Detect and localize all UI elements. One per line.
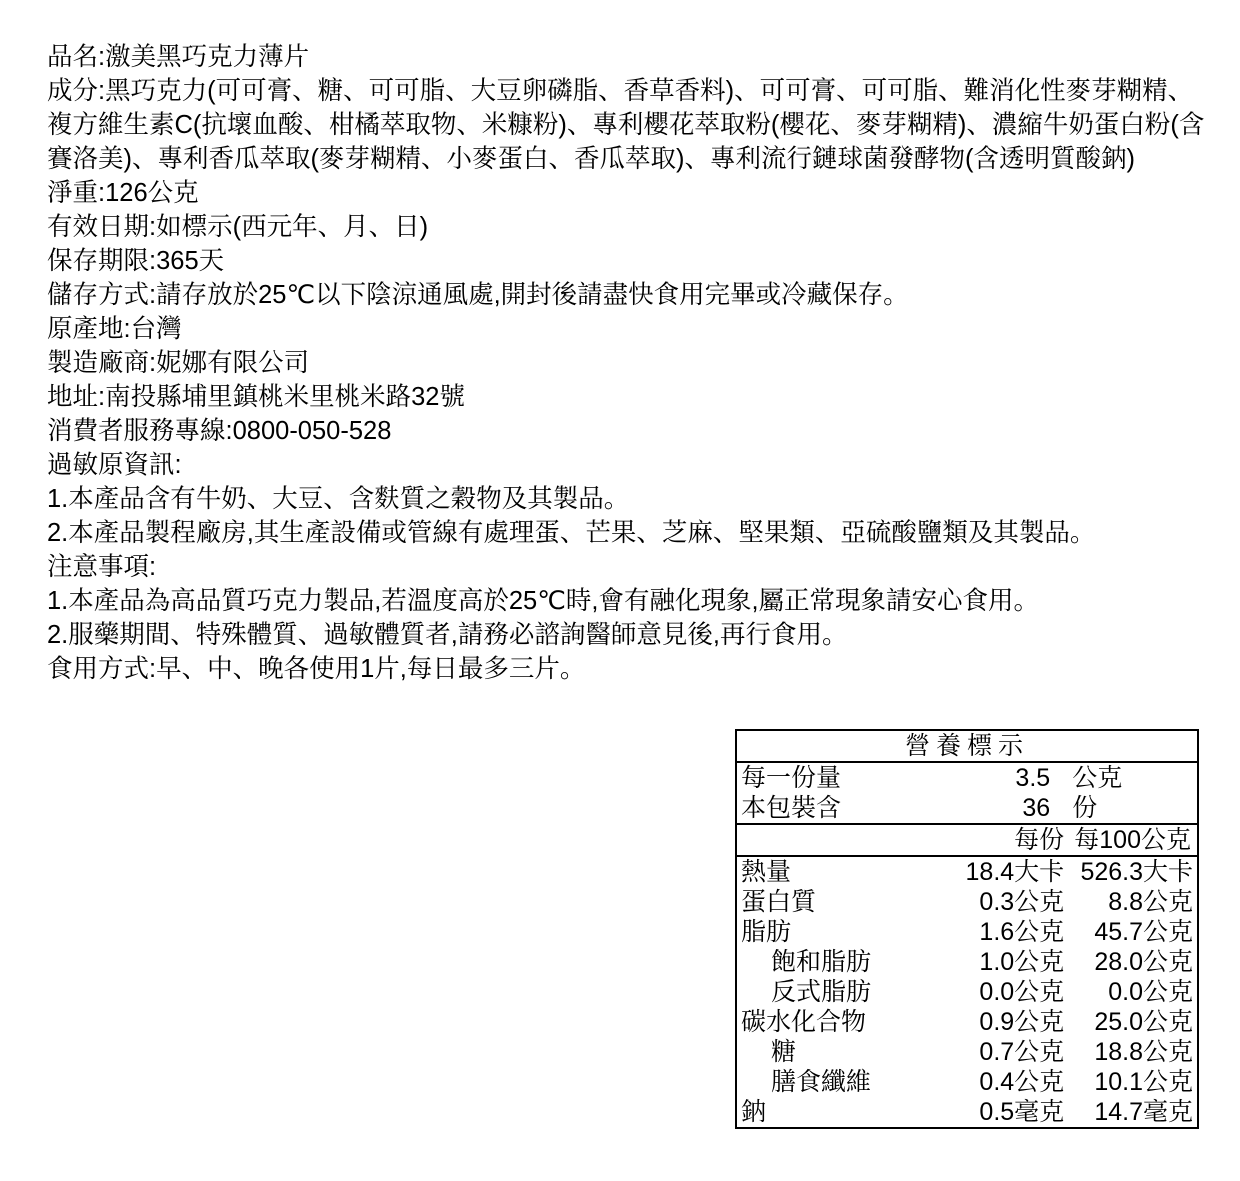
nutrient-name: 反式脂肪	[771, 978, 872, 1006]
nutrient-per-100g: 8.8公克	[1108, 888, 1193, 916]
nutrient-per-100g: 45.7公克	[1094, 918, 1193, 946]
nutrient-per-100g: 0.0公克	[1108, 978, 1193, 1006]
notice-item-2: 2.服藥期間、特殊體質、過敏體質者,請務必諮詢醫師意見後,再行食用。	[47, 621, 848, 649]
nutrient-per-serving: 1.0公克	[979, 948, 1065, 976]
nutrient-per-serving: 0.3公克	[979, 888, 1065, 916]
nutrient-per-serving: 0.4公克	[979, 1068, 1065, 1096]
nutrient-per-serving: 18.4大卡	[965, 858, 1065, 886]
nutrient-per-serving: 0.0公克	[979, 978, 1065, 1006]
usage-line: 食用方式:早、中、晚各使用1片,每日最多三片。	[47, 655, 586, 683]
nutrition-row	[737, 1037, 1197, 1067]
nutrient-name: 糖	[771, 1038, 797, 1066]
net-weight-line: 淨重:126公克	[47, 179, 199, 207]
serving-size-label: 每一份量	[741, 764, 842, 792]
storage-line: 儲存方式:請存放於25℃以下陰涼通風處,開封後請盡快食用完畢或冷藏保存。	[47, 281, 909, 309]
nutrient-per-100g: 10.1公克	[1094, 1068, 1193, 1096]
nutrition-row	[737, 887, 1197, 917]
nutrient-name: 碳水化合物	[741, 1008, 867, 1036]
nutrition-header-row	[737, 824, 1197, 856]
nutrition-row	[737, 1007, 1197, 1037]
nutrition-row	[737, 947, 1197, 977]
origin-line: 原產地:台灣	[47, 315, 182, 343]
servings-unit: 份	[1072, 794, 1098, 822]
nutrition-row	[737, 1067, 1197, 1097]
nutrient-name: 熱量	[741, 858, 792, 886]
nutrient-per-serving: 1.6公克	[979, 918, 1065, 946]
nutrition-title-row	[737, 731, 1197, 762]
nutrition-header-blank	[737, 824, 939, 856]
address-line: 地址:南投縣埔里鎮桃米里桃米路32號	[47, 383, 465, 411]
nutrient-name: 鈉	[741, 1098, 767, 1126]
serving-size-row	[737, 762, 1197, 793]
nutrient-per-serving: 0.7公克	[979, 1038, 1065, 1066]
serving-size-value: 3.5	[1015, 764, 1051, 792]
service-phone-line: 消費者服務專線:0800-050-528	[47, 417, 392, 445]
nutrient-name: 飽和脂肪	[771, 948, 872, 976]
nutrient-per-serving: 0.5毫克	[979, 1098, 1065, 1126]
nutrient-per-serving: 0.9公克	[979, 1008, 1065, 1036]
nutrition-row	[737, 977, 1197, 1007]
serving-size-unit: 公克	[1072, 764, 1123, 792]
nutrition-header-per-serving: 每份	[939, 824, 1068, 856]
manufacturer-line: 製造廠商:妮娜有限公司	[47, 349, 310, 377]
nutrition-title: 營養標示	[737, 731, 1197, 762]
nutrition-row	[737, 917, 1197, 947]
allergen-item-1: 1.本產品含有牛奶、大豆、含麩質之穀物及其製品。	[47, 485, 630, 513]
servings-label: 本包裝含	[741, 794, 842, 822]
allergen-title: 過敏原資訊:	[47, 451, 182, 479]
nutrient-name: 膳食纖維	[771, 1068, 872, 1096]
nutrition-row	[737, 1097, 1197, 1127]
nutrition-facts-table	[735, 729, 1199, 1129]
nutrition-header-per-100g: 每100公克	[1068, 824, 1197, 856]
product-label-text	[47, 40, 1207, 686]
allergen-item-2: 2.本產品製程廠房,其生產設備或管線有處理蛋、芒果、芝麻、堅果類、亞硫酸鹽類及其製品。	[47, 519, 1096, 547]
nutrient-per-100g: 18.8公克	[1094, 1038, 1193, 1066]
product-name-line: 品名:激美黑巧克力薄片	[47, 43, 310, 71]
nutrient-name: 蛋白質	[741, 888, 817, 916]
ingredients-line: 成分:黑巧克力(可可膏、糖、可可脂、大豆卵磷脂、香草香料)、可可膏、可可脂、難消化性麥芽糊精、複方維生素C(抗壞血酸、柑橘萃取物、米糠粉)、專利櫻花萃取粉(櫻花、麥芽糊精)、濃縮牛奶蛋白粉(含賽洛美)、專利香瓜萃取(麥芽糊精、小麥蛋白、香瓜萃取)、專利流行鏈球菌發酵物(含透明質酸鈉)	[47, 77, 1205, 173]
nutrition-row	[737, 856, 1197, 887]
nutrient-per-100g: 25.0公克	[1094, 1008, 1193, 1036]
servings-per-pack-row	[737, 793, 1197, 824]
nutrient-per-100g: 526.3大卡	[1080, 858, 1193, 886]
nutrient-per-100g: 28.0公克	[1094, 948, 1193, 976]
nutrition-rows	[737, 856, 1197, 1127]
servings-value: 36	[1022, 794, 1051, 822]
notice-item-1: 1.本產品為高品質巧克力製品,若溫度高於25℃時,會有融化現象,屬正常現象請安心食用。	[47, 587, 1040, 615]
nutrient-name: 脂肪	[741, 918, 792, 946]
nutrient-per-100g: 14.7毫克	[1094, 1098, 1193, 1126]
notice-title: 注意事項:	[47, 553, 157, 581]
expiry-line: 有效日期:如標示(西元年、月、日)	[47, 213, 429, 241]
shelf-life-line: 保存期限:365天	[47, 247, 225, 275]
